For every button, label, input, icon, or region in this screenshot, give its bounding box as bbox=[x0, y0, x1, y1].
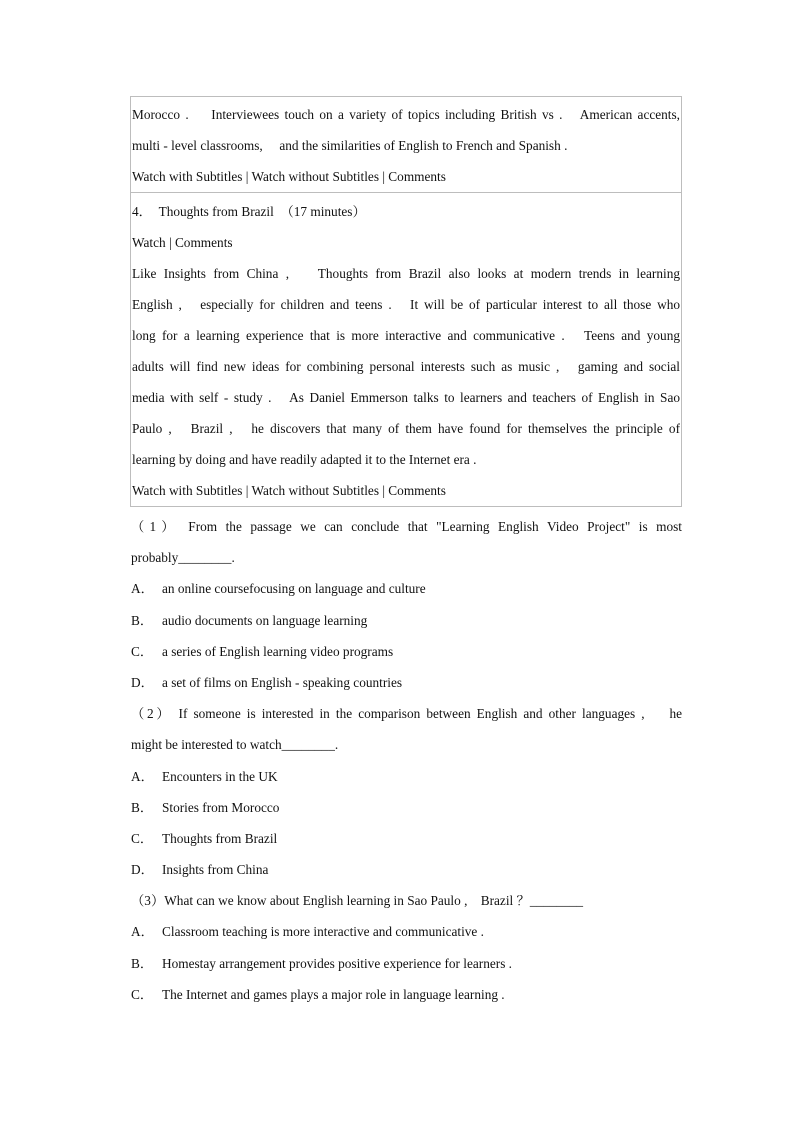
option-d[interactable] bbox=[131, 667, 682, 698]
option-label: A． bbox=[131, 768, 154, 784]
option-a[interactable] bbox=[131, 573, 682, 604]
passage-line: English , especially for children and teens . It will be of particular interest to all those who bbox=[132, 297, 680, 312]
watch-links[interactable]: Watch with Subtitles | Watch without Subtitles | Comments bbox=[132, 483, 446, 498]
passage-table bbox=[130, 96, 682, 507]
option-label: C． bbox=[131, 643, 154, 659]
question-1 bbox=[131, 511, 682, 698]
option-c[interactable] bbox=[131, 979, 682, 1010]
option-b[interactable] bbox=[131, 948, 682, 979]
passage-line: Like Insights from China , Thoughts from Brazil also looks at modern trends in learning bbox=[132, 266, 680, 281]
question-2 bbox=[131, 698, 682, 885]
option-label: A． bbox=[131, 924, 154, 940]
question-list bbox=[131, 511, 682, 1010]
section-heading: 4． Thoughts from Brazil （17 minutes） bbox=[132, 204, 366, 219]
option-label: A． bbox=[131, 581, 154, 597]
watch-comments-links[interactable]: Watch | Comments bbox=[132, 235, 233, 250]
option-a[interactable] bbox=[131, 916, 682, 947]
option-text: audio documents on language learning bbox=[162, 612, 368, 628]
option-label: C． bbox=[131, 830, 154, 846]
passage-line: media with self - study . As Daniel Emmerson talks to learners and teachers of English in Sao bbox=[132, 390, 680, 405]
option-label: B． bbox=[131, 955, 154, 971]
passage-line: long for a learning experience that is more interactive and communicative . Teens and young bbox=[132, 328, 680, 343]
option-label: B． bbox=[131, 612, 154, 628]
option-label: B． bbox=[131, 799, 154, 815]
passage-line: multi - level classrooms, and the similarities of English to French and Spanish . bbox=[132, 138, 568, 153]
option-c[interactable] bbox=[131, 636, 682, 667]
passage-line: adults will find new ideas for combining personal interests such as music , gaming and social bbox=[132, 359, 680, 374]
option-text: a set of films on English - speaking countries bbox=[162, 674, 403, 690]
option-c[interactable] bbox=[131, 823, 682, 854]
question-stem: might be interested to watch________. bbox=[131, 737, 339, 753]
option-text: The Internet and games plays a major role in language learning . bbox=[162, 986, 505, 1002]
option-text: Insights from China bbox=[162, 862, 269, 878]
option-a[interactable] bbox=[131, 761, 682, 792]
option-text: an online coursefocusing on language and culture bbox=[162, 581, 426, 597]
option-d[interactable] bbox=[131, 854, 682, 885]
option-text: Homestay arrangement provides positive experience for learners . bbox=[162, 955, 513, 971]
option-label: D． bbox=[131, 862, 154, 878]
question-stem: （2） If someone is interested in the comparison between English and other languages , he bbox=[131, 706, 682, 722]
question-stem: （1） From the passage we can conclude that "Learning English Video Project" is most bbox=[131, 519, 682, 534]
question-3 bbox=[131, 885, 682, 1010]
option-text: Encounters in the UK bbox=[162, 768, 278, 784]
passage-line: Morocco . Interviewees touch on a variety of topics including British vs . American accents, bbox=[132, 107, 680, 122]
question-stem: probably________. bbox=[131, 550, 235, 566]
option-label: C． bbox=[131, 986, 154, 1002]
passage-line: learning by doing and have readily adapted it to the Internet era . bbox=[132, 452, 477, 467]
option-text: Classroom teaching is more interactive and communicative . bbox=[162, 924, 484, 940]
question-stem: （3）What can we know about English learning in Sao Paulo , Brazil ？________ bbox=[131, 893, 584, 909]
table-cell-brazil bbox=[131, 192, 681, 506]
table-cell-morocco bbox=[131, 97, 681, 192]
passage-line: Paulo , Brazil , he discovers that many of them have found for themselves the principle of bbox=[132, 421, 680, 436]
option-label: D． bbox=[131, 674, 154, 690]
option-b[interactable] bbox=[131, 605, 682, 636]
option-b[interactable] bbox=[131, 792, 682, 823]
option-text: Thoughts from Brazil bbox=[162, 830, 278, 846]
option-text: a series of English learning video programs bbox=[162, 643, 394, 659]
watch-links[interactable]: Watch with Subtitles | Watch without Subtitles | Comments bbox=[132, 169, 446, 184]
option-text: Stories from Morocco bbox=[162, 799, 280, 815]
